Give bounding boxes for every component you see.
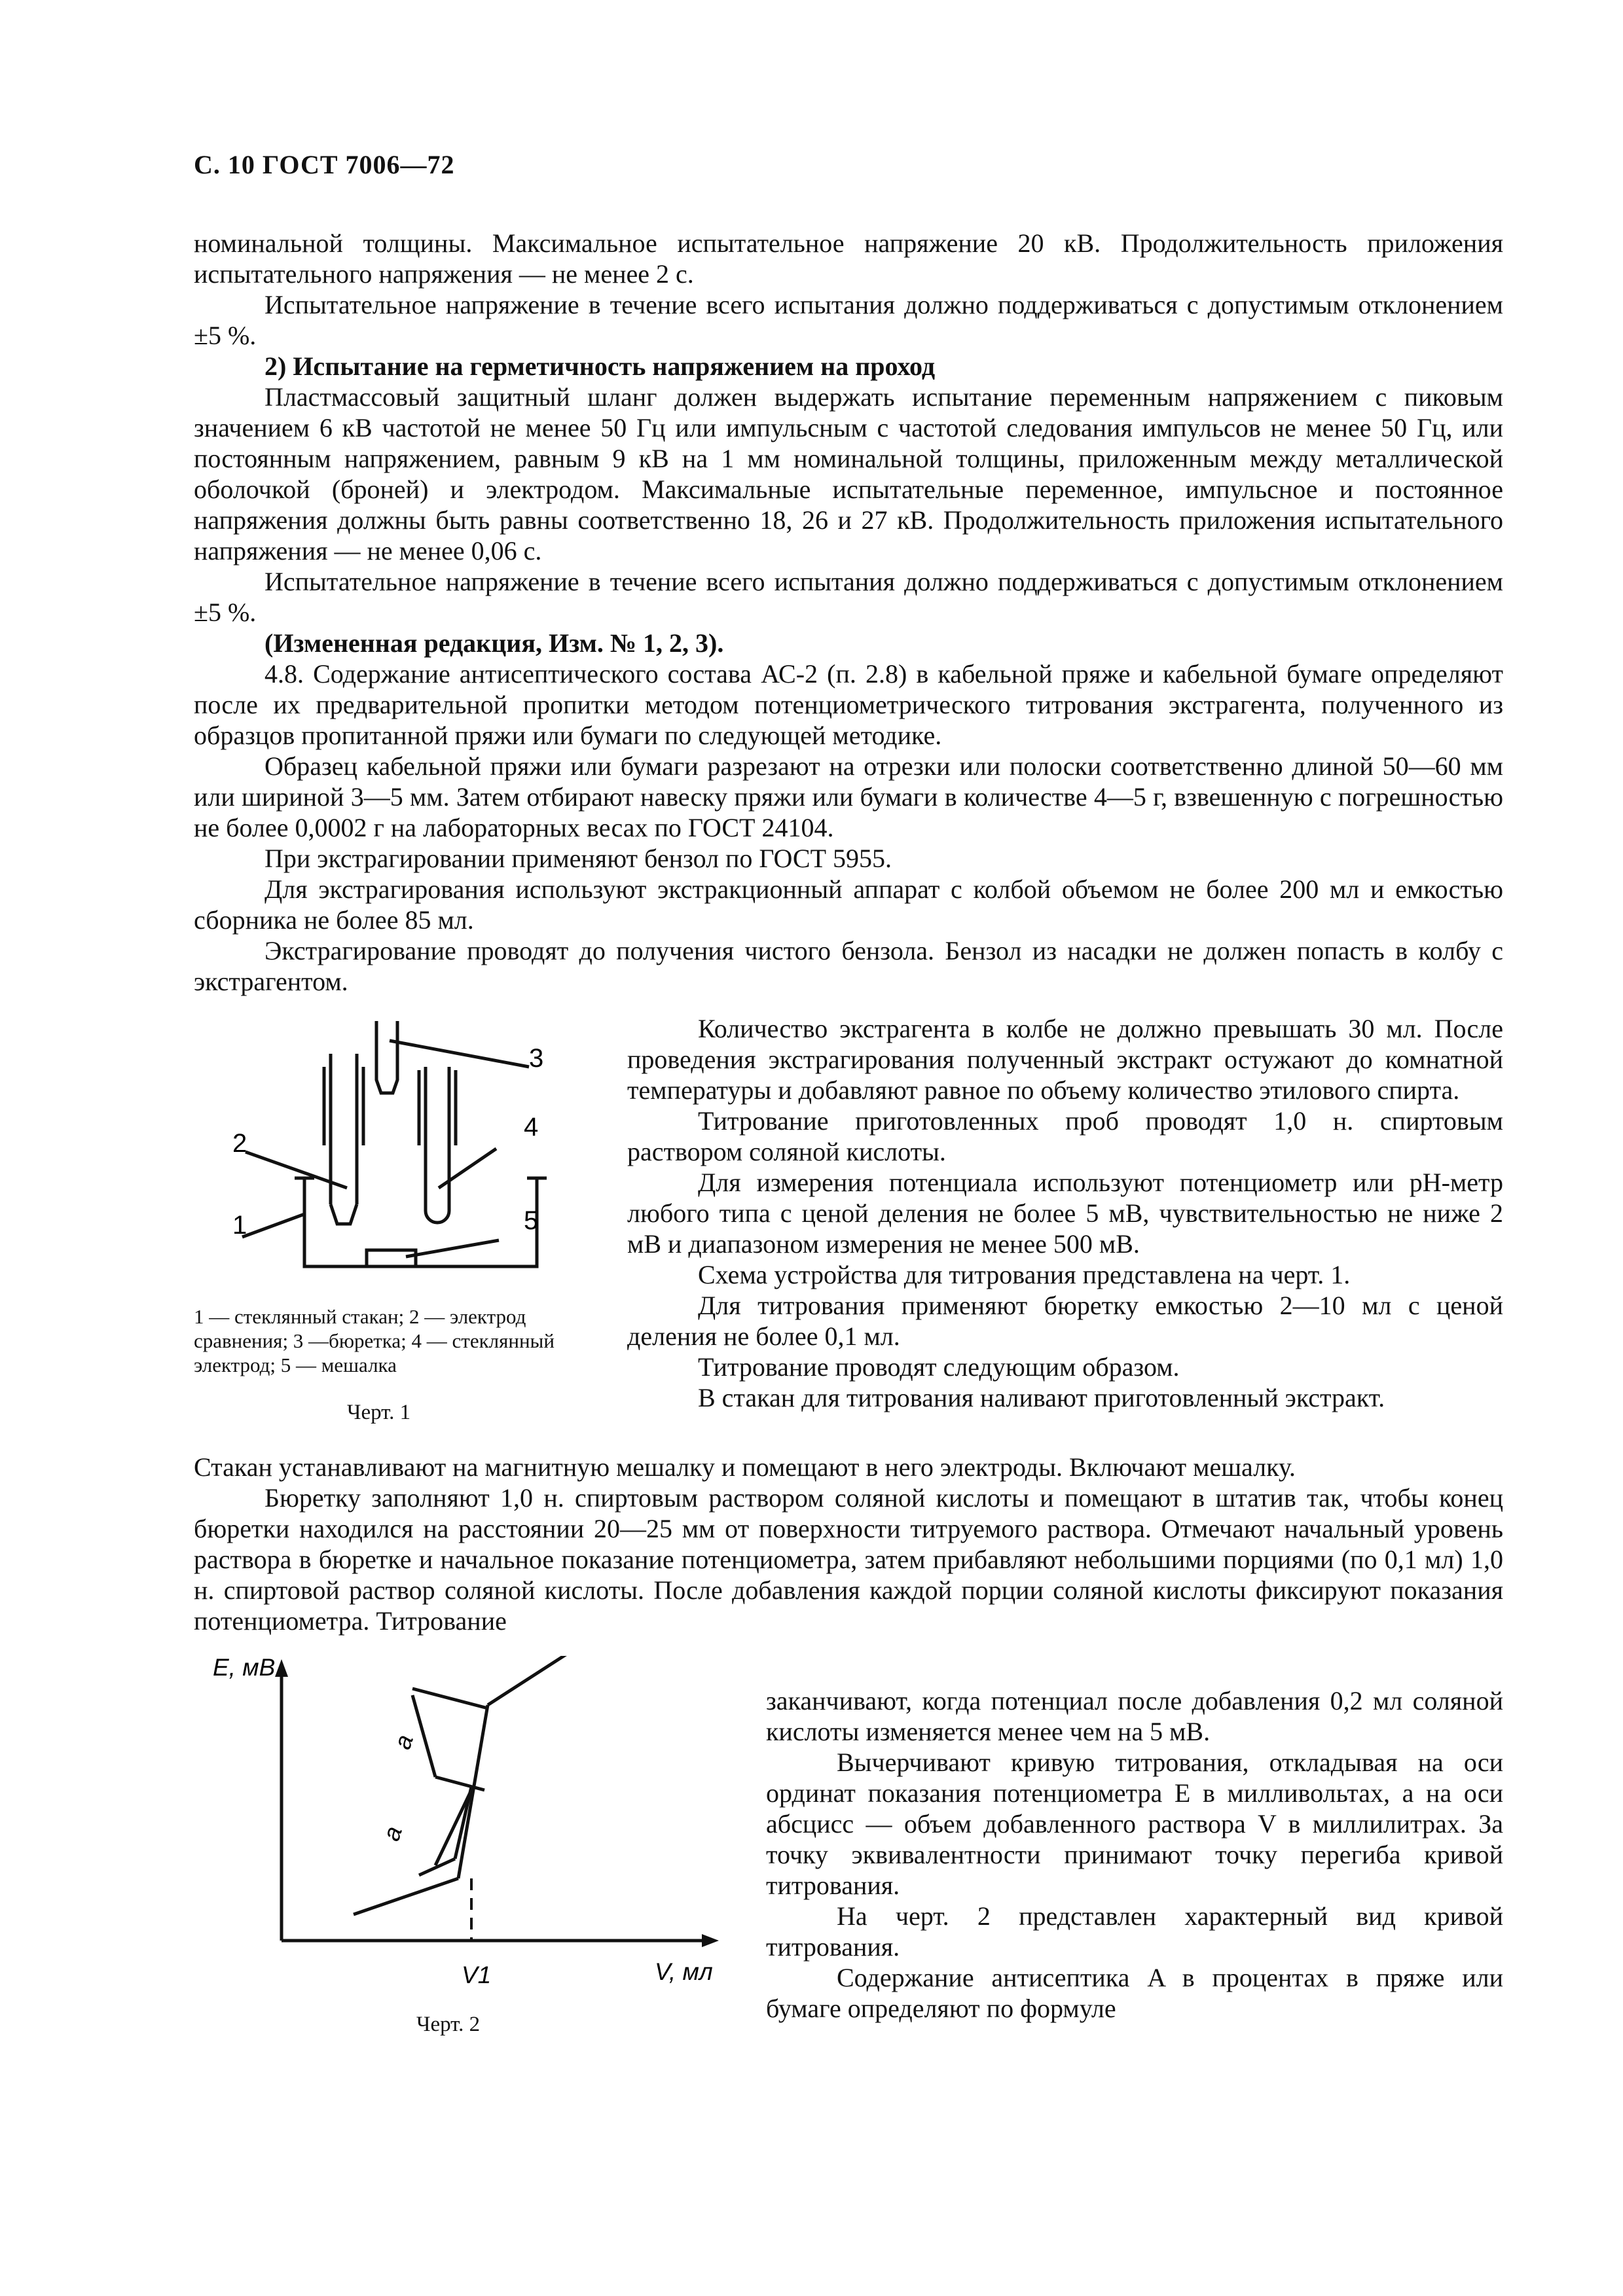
- paragraph: Вычерчивают кривую титрования, откладывая на оси ординат показания потенциометра E в милливольтах, а на оси абсцисс — объем добавленного раствора V в миллилитрах. За точку эквивалентности принимают точку перегиба кривой титрования.: [766, 1748, 1503, 1900]
- top-text-block: [194, 228, 1503, 997]
- burette: [376, 1021, 397, 1093]
- paragraph: На черт. 2 представлен характерный вид кривой титрования.: [766, 1901, 1503, 1962]
- paragraph: Для титрования применяют бюретку емкостью 2—10 мл с ценой деления не более 0,1 мл.: [627, 1291, 1503, 1351]
- page-header: С. 10 ГОСТ 7006—72: [194, 150, 455, 179]
- paragraph: Испытательное напряжение в течение всего испытания должно поддерживаться с допустимым отклонением ±5 %.: [194, 567, 1503, 627]
- reference-electrode: [331, 1054, 357, 1224]
- figure-1-diagram: [216, 1021, 583, 1270]
- paragraph: 4.8. Содержание антисептического состава АС-2 (п. 2.8) в кабельной пряже и кабельной бумаге определяют после их предварительной пропитки методом потенциометрического титрования экстрагента, полученного из образцов пропитанной пряжи или бумаги по следующей методике.: [194, 659, 1503, 750]
- fig1-label-4: 4: [524, 1113, 539, 1141]
- paragraph: Содержание антисептика A в процентах в пряже или бумаге определяют по формуле: [766, 1963, 1503, 2023]
- paragraph: В стакан для титрования наливают приготовленный экстракт.: [698, 1383, 1385, 1412]
- figure-2-chart: [196, 1656, 740, 2009]
- paragraph: При экстрагировании применяют бензол по ГОСТ 5955.: [264, 844, 892, 873]
- paragraph: Для экстрагирования используют экстракционный аппарат с колбой объемом не более 200 мл и емкостью сборника не более 85 мл.: [194, 874, 1503, 935]
- a-label-upper: a: [388, 1731, 418, 1753]
- paragraph: заканчивают, когда потенциал после добавления 0,2 мл соляной кислоты изменяется менее чем на 5 мВ.: [766, 1686, 1503, 1746]
- a-label-lower: a: [377, 1823, 407, 1844]
- paragraph: Образец кабельной пряжи или бумаги разрезают на отрезки или полоски соответственно длиной 50—60 мм или шириной 3—5 мм. Затем отбирают навеску пряжи или бумаги в количестве 4—5 г, взвешенную с погрешностью не более 0,0002 г на лабораторных весах по ГОСТ 24104.: [194, 751, 1503, 842]
- paragraph: Для измерения потенциала используют потенциометр или рН-метр любого типа с ценой деления не более 5 мВ, чувствительностью не ниже 2 мВ и диапазоном измерения не менее 500 мВ.: [627, 1168, 1503, 1259]
- stirrer: [367, 1250, 416, 1266]
- paragraph: Экстрагирование проводят до получения чистого бензола. Бензол из насадки не должен попасть в колбу с экстрагентом.: [194, 936, 1503, 996]
- paragraph: Количество экстрагента в колбе не должно превышать 30 мл. После проведения экстрагирования полученный экстракт остужают до комнатной температуры и добавляют равное по объему количество этилового спирта.: [627, 1014, 1503, 1105]
- fig1-label-1: 1: [232, 1211, 247, 1240]
- amendment-note: (Измененная редакция, Изм. № 1, 2, 3).: [264, 628, 724, 658]
- paragraph: Схема устройства для титрования представлена на черт. 1.: [698, 1260, 1351, 1289]
- y-axis-label: E, мВ: [213, 1656, 276, 1681]
- x-axis-label: V, мл: [655, 1958, 713, 1985]
- titration-curve-low: [354, 1878, 458, 1914]
- titration-curve-steep: [458, 1705, 488, 1878]
- v1-label: V1: [462, 1962, 492, 1988]
- paragraph: Бюретку заполняют 1,0 н. спиртовым раствором соляной кислоты и помещают в штатив так, чтобы конец бюретки находился на расстоянии 20—25 мм от поверхности титруемого раствора. Отмечают начальный уровень раствора в бюретке и начальное показание потенциометра, затем прибавляют небольшими порциями (по 0,1 мл) 1,0 н. спиртовой раствор соляной кислоты. После добавления каждой порции соляной кислоты фиксируют показания потенциометра. Титрование: [194, 1483, 1503, 1636]
- fig1-label-3: 3: [529, 1044, 544, 1073]
- fig1-side-text: [627, 1013, 1503, 1413]
- fig1-label-2: 2: [232, 1129, 247, 1158]
- paragraph: Титрование приготовленных проб проводят 1,0 н. спиртовым раствором соляной кислоты.: [627, 1106, 1503, 1166]
- fig1-label-5: 5: [524, 1206, 539, 1235]
- paragraph: Пластмассовый защитный шланг должен выдержать испытание переменным напряжением с пиковым значением 6 кВ частотой не менее 50 Гц или импульсным с частотой следования импульсов не менее 50 Гц, или постоянным напряжением, равным 9 кВ на 1 мм номинальной толщины, приложенным между металлической оболочкой (броней) и электродом. Максимальные испытательные переменное, импульсное и постоянное напряжения должны быть равны соответственно 18, 26 и 27 кВ. Продолжительность приложения испытательного напряжения — не менее 0,06 с.: [194, 382, 1503, 565]
- glass-electrode: [426, 1067, 449, 1223]
- paragraph: Титрование проводят следующим образом.: [698, 1352, 1180, 1382]
- paragraph: номинальной толщины. Максимальное испытательное напряжение 20 кВ. Продолжительность приложения испытательного напряжения — не менее 2 с.: [194, 228, 1503, 289]
- fig2-side-text: [766, 1685, 1503, 2024]
- titration-curve-high: [488, 1656, 589, 1705]
- mid-text-block: [194, 1452, 1503, 1636]
- figure-1-legend: 1 — стеклянный стакан; 2 — электрод сравнения; 3 —бюретка; 4 — стеклянный электрод; 5 — мешалка: [194, 1305, 555, 1376]
- paragraph: Стакан устанавливают на магнитную мешалку и помещают в него электроды. Включают мешалку.: [194, 1452, 1296, 1482]
- figure-1-title: Черт. 1: [347, 1401, 411, 1424]
- section-heading: 2) Испытание на герметичность напряжением на проход: [264, 351, 936, 381]
- paragraph: Испытательное напряжение в течение всего испытания должно поддерживаться с допустимым отклонением ±5 %.: [194, 290, 1503, 350]
- figure-2-title: Черт. 2: [416, 2013, 481, 2036]
